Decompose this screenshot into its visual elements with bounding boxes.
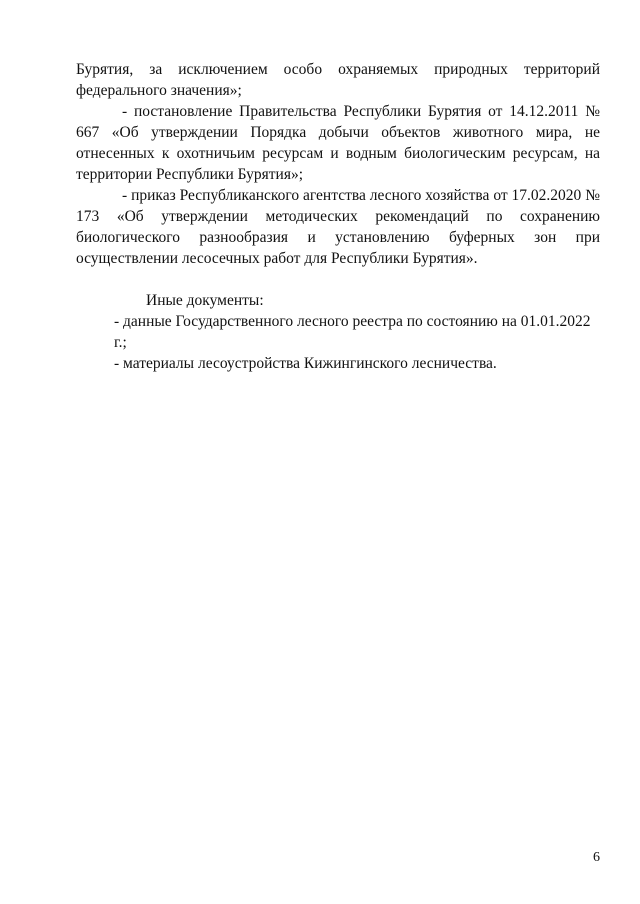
other-document-item: - данные Государственного лесного реестра по состоянию на 01.01.2022 г.; [114, 313, 591, 351]
page-body [76, 59, 600, 374]
spacer [76, 269, 600, 290]
paragraph-continuation: Бурятия, за исключением особо охраняемых природных территорий федерального значения»; [76, 61, 600, 99]
page-number: 6 [593, 850, 600, 865]
paragraph-agency-order: - приказ Республиканского агентства лесного хозяйства от 17.02.2020 № 173 «Об утверждении методических рекомендаций по сохранению биологического разнообразия и установлению буферных зон при осуществлении лесосечных работ для Республики Бурятия». [76, 187, 600, 267]
paragraph-government-resolution: - постановление Правительства Республики Бурятия от 14.12.2011 № 667 «Об утверждении Порядка добычи объектов животного мира, не отнесенных к охотничьим ресурсам и водным биологическим ресурсам, на территории Республики Бурятия»; [76, 103, 600, 183]
other-documents-heading: Иные документы: [146, 292, 264, 309]
other-document-item: - материалы лесоустройства Кижингинского лесничества. [114, 355, 497, 372]
